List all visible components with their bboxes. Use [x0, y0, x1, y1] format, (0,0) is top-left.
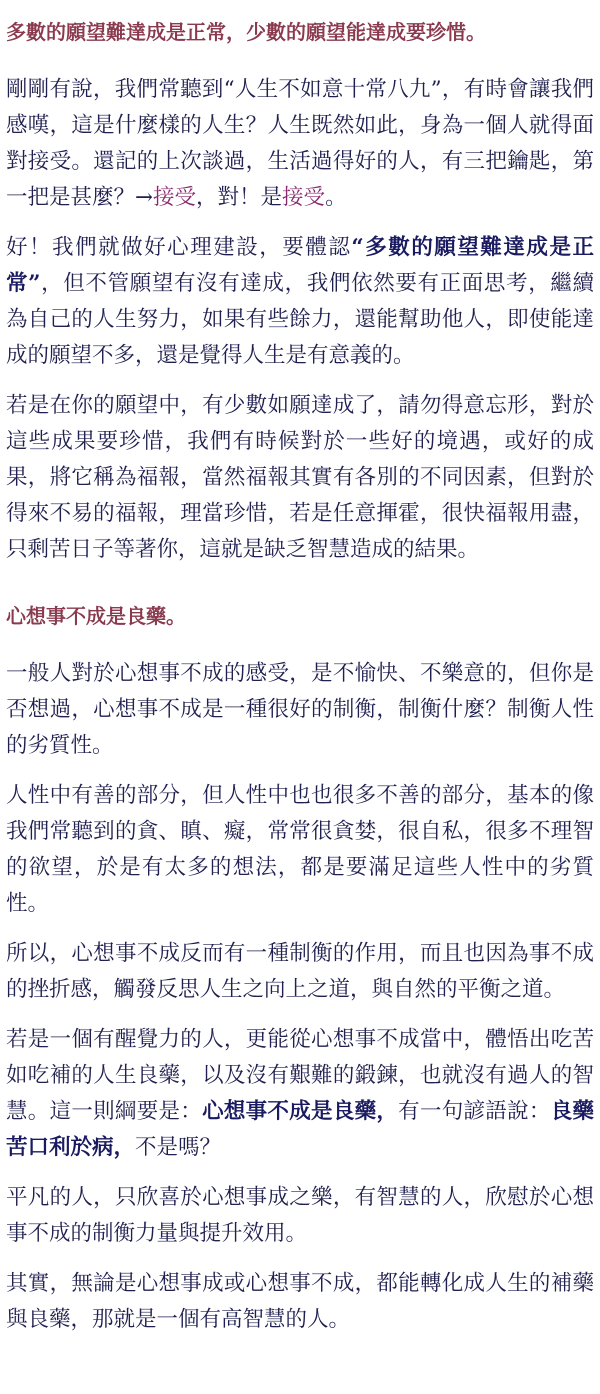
paragraph-7-emphasis-1: 心想事不成是良藥，	[202, 1099, 399, 1124]
paragraph-7-post: 不是嗎？	[135, 1135, 222, 1160]
paragraph-9: 其實，無論是心想事成或心想事不成，都能轉化成人生的補藥與良藥，那就是一個有高智慧的人。	[6, 1271, 594, 1332]
paragraph-1	[6, 72, 594, 216]
paragraph-6: 所以，心想事不成反而有一種制衡的作用，而且也因為事不成的挫折感，觸發反思人生之向上之道，與自然的平衡之道。	[6, 941, 594, 1002]
paragraph-1-end: 。	[325, 185, 347, 210]
paragraph-1-mid: ，對！是	[196, 185, 283, 210]
section-heading-1: 多數的願望難達成是正常，少數的願望能達成要珍惜。	[6, 20, 486, 44]
paragraph-2-pre: 好！我們就做好心理建設，要體認	[6, 235, 352, 260]
paragraph-7-mid: 有一句諺語說：	[398, 1099, 551, 1124]
paragraph-5: 人性中有善的部分，但人性中也也很多不善的部分，基本的像我們常聽到的貪、瞋、癡，常常很貪婪，很自私，很多不理智的欲望，於是有太多的想法，都是要滿足這些人性中的劣質性。	[6, 783, 594, 916]
paragraph-2-post: ，但不管願望有沒有達成，我們依然要有正面思考，繼續為自己的人生努力，如果有些餘力，還能幫助他人，即使能達成的願望不多，還是覺得人生是有意義的。	[6, 271, 594, 368]
paragraph-4: 一般人對於心想事不成的感受，是不愉快、不樂意的，但你是否想過，心想事不成是一種很好的制衡，制衡什麼？制衡人性的劣質性。	[6, 661, 594, 758]
paragraph-8: 平凡的人，只欣喜於心想事成之樂，有智慧的人，欣慰於心想事不成的制衡力量與提升效用。	[6, 1185, 594, 1246]
paragraph-7	[6, 1022, 594, 1166]
paragraph-3: 若是在你的願望中，有少數如願達成了，請勿得意忘形，對於這些成果要珍惜，我們有時候對於一些好的境遇，或好的成果，將它稱為福報，當然福報其實有各別的不同因素，但對於得來不易的福報，理當珍惜，若是任意揮霍，很快福報用盡，只剩苦日子等著你，這就是缺乏智慧造成的結果。	[6, 393, 594, 562]
paragraph-2	[6, 230, 594, 374]
section-heading-2: 心想事不成是良藥。	[6, 604, 186, 628]
paragraph-7-emphasis-2: 良藥苦口利於病，	[6, 1099, 594, 1160]
highlight-accept-2: 接受	[282, 185, 326, 210]
paragraph-2-emphasis: “多數的願望難達成是正常”	[6, 235, 594, 296]
highlight-accept-1: 接受	[153, 185, 197, 210]
paragraph-1-text: 剛剛有說，我們常聽到“人生不如意十常八九”，有時會讓我們感嘆，這是什麼樣的人生？人生既然如此，身為一個人就得面對接受。還記的上次談過，生活過得好的人，有三把鑰匙，第一把是甚麼？→	[6, 77, 594, 210]
paragraph-7-pre: 若是一個有醒覺力的人，更能從心想事不成當中，體悟出吃苦如吃補的人生良藥，以及沒有艱難的鍛鍊，也就沒有過人的智慧。這一則綱要是：	[6, 1027, 594, 1124]
